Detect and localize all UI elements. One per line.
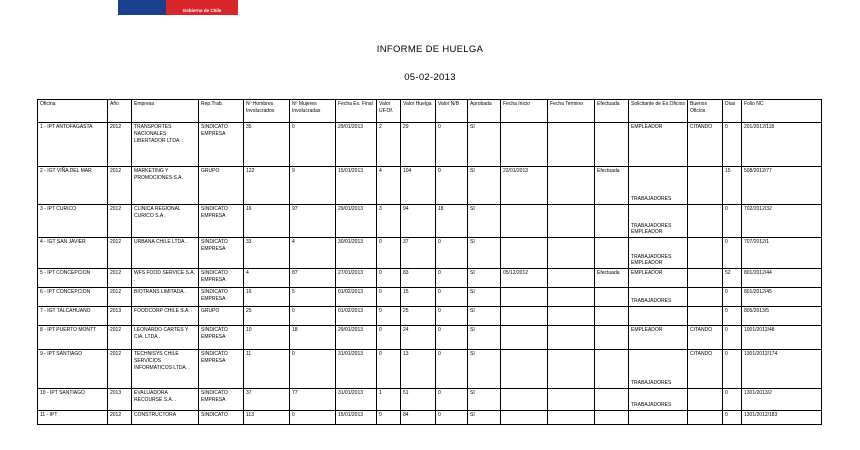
cell-aprobada: SI bbox=[468, 269, 501, 288]
cell-efectuada bbox=[595, 389, 629, 411]
cell-buenos-oficios bbox=[688, 307, 723, 326]
col-header: Valor UF.Of. bbox=[377, 100, 401, 123]
cell-valor-nb: 0 bbox=[436, 389, 468, 411]
cell-fecha-inicio: 22/01/2013 bbox=[501, 167, 548, 205]
cell-anio: 2013 bbox=[108, 389, 132, 411]
cell-valor-nb: 0 bbox=[436, 307, 468, 326]
cell-valor-nb: 0 bbox=[436, 269, 468, 288]
cell-solicitante: EMPLEADOR bbox=[629, 123, 688, 167]
cell-dias: 15 bbox=[723, 167, 742, 205]
cell-anio: 2012 bbox=[108, 269, 132, 288]
cell-fecha-inicio bbox=[501, 288, 548, 307]
cell-mujeres: 0 bbox=[290, 307, 336, 326]
cell-mujeres: 87 bbox=[290, 269, 336, 288]
cell-fecha-inicio bbox=[501, 389, 548, 411]
cell-folio: 1301/2013/2 bbox=[742, 389, 822, 411]
cell-empresa: MARKETING Y PROMOCIONES S.A. bbox=[132, 167, 199, 205]
cell-valor-huelga: 29 bbox=[401, 123, 436, 167]
cell-hombres: 16 bbox=[244, 205, 290, 238]
cell-anio: 2012 bbox=[108, 205, 132, 238]
col-header: Folio NC bbox=[742, 100, 822, 123]
gobierno-logo bbox=[118, 0, 238, 15]
cell-fecha-termino bbox=[548, 288, 595, 307]
cell-empresa: CLINICA REGIONAL CURICO S.A . bbox=[132, 205, 199, 238]
cell-valor-uf: 0 bbox=[377, 307, 401, 326]
cell-efectuada bbox=[595, 326, 629, 350]
logo-red-block bbox=[166, 0, 238, 15]
cell-mujeres: 4 bbox=[290, 238, 336, 269]
cell-valor-uf: 1 bbox=[377, 389, 401, 411]
cell-efectuada bbox=[595, 238, 629, 269]
cell-efectuada bbox=[595, 307, 629, 326]
cell-anio: 2012 bbox=[108, 123, 132, 167]
cell-folio: 805/2013/5 bbox=[742, 307, 822, 326]
cell-valor-uf: 0 bbox=[377, 269, 401, 288]
cell-fecha-final: 01/02/2013 bbox=[336, 288, 377, 307]
cell-solicitante: TRABAJADORES bbox=[629, 167, 688, 205]
cell-buenos-oficios bbox=[688, 288, 723, 307]
cell-efectuada bbox=[595, 205, 629, 238]
cell-valor-nb: 0 bbox=[436, 326, 468, 350]
cell-folio: 801/2012/45 bbox=[742, 288, 822, 307]
logo-blue-block bbox=[118, 0, 166, 15]
table-row bbox=[38, 238, 822, 269]
cell-rep-trab: GRUPO bbox=[199, 167, 244, 205]
cell-aprobada: SI bbox=[468, 326, 501, 350]
cell-anio: 2012 bbox=[108, 350, 132, 389]
cell-folio: 1001/2012/48 bbox=[742, 326, 822, 350]
cell-buenos-oficios: CITANDO bbox=[688, 123, 723, 167]
cell-buenos-oficios bbox=[688, 389, 723, 411]
col-header: Buenos Oficios bbox=[688, 100, 723, 123]
cell-oficina: 7 - IGT TALCAHUANO bbox=[38, 307, 108, 326]
cell-anio: 2012 bbox=[108, 288, 132, 307]
cell-empresa: URBANA CHILE LTDA. . bbox=[132, 238, 199, 269]
cell-hombres: 35 bbox=[244, 123, 290, 167]
cell-efectuada bbox=[595, 123, 629, 167]
cell-fecha-inicio bbox=[501, 238, 548, 269]
cell-buenos-oficios: CITANDO bbox=[688, 350, 723, 389]
cell-empresa: WFS FOOD SERVICE S.A. . bbox=[132, 269, 199, 288]
cell-hombres: 16 bbox=[244, 288, 290, 307]
cell-folio: 801/2012/44 bbox=[742, 269, 822, 288]
cell-valor-huelga: 24 bbox=[401, 326, 436, 350]
cell-fecha-inicio bbox=[501, 326, 548, 350]
table-row bbox=[38, 389, 822, 411]
cell-empresa: LEONARDO CARTES Y CIA. LTDA . bbox=[132, 326, 199, 350]
cell-fecha-inicio: 05/12/2012 bbox=[501, 269, 548, 288]
cell-solicitante bbox=[629, 307, 688, 326]
cell-valor-huelga: 15 bbox=[401, 288, 436, 307]
cell-valor-nb: 0 bbox=[436, 123, 468, 167]
cell-aprobada: SI bbox=[468, 238, 501, 269]
col-header: Nº Mujeres Involucradas bbox=[290, 100, 336, 123]
col-header: Nº Hombres Involucrados bbox=[244, 100, 290, 123]
col-header: Fecha Termino bbox=[548, 100, 595, 123]
cell-solicitante bbox=[629, 411, 688, 425]
cell-dias: 0 bbox=[723, 350, 742, 389]
cell-hombres: 37 bbox=[244, 389, 290, 411]
cell-valor-uf: 2 bbox=[377, 123, 401, 167]
cell-valor-uf: 0 bbox=[377, 411, 401, 425]
cell-valor-uf: 3 bbox=[377, 205, 401, 238]
cell-valor-nb: 0 bbox=[436, 238, 468, 269]
cell-valor-nb: 18 bbox=[436, 205, 468, 238]
cell-hombres: 11 bbox=[244, 350, 290, 389]
cell-oficina: 5 - IPT CONCEPCION bbox=[38, 269, 108, 288]
cell-oficina: 8 - IPT PUERTO MONTT bbox=[38, 326, 108, 350]
cell-aprobada: SI bbox=[468, 350, 501, 389]
cell-anio: 2012 bbox=[108, 411, 132, 425]
cell-empresa: TRANSPORTES NACIONALES LIBERTADOR LTDA. . bbox=[132, 123, 199, 167]
cell-oficina: 10 - IPT SANTIAGO bbox=[38, 389, 108, 411]
cell-hombres: 25 bbox=[244, 307, 290, 326]
table-header-row bbox=[38, 100, 822, 123]
cell-fecha-final: 15/01/2013 bbox=[336, 411, 377, 425]
cell-solicitante: EMPLEADOR bbox=[629, 269, 688, 288]
cell-efectuada bbox=[595, 350, 629, 389]
cell-valor-uf: 4 bbox=[377, 167, 401, 205]
table-body bbox=[38, 123, 822, 425]
cell-folio: 707/2012/1 bbox=[742, 238, 822, 269]
cell-rep-trab: SINDICATO EMPRESA bbox=[199, 389, 244, 411]
cell-fecha-inicio bbox=[501, 350, 548, 389]
cell-valor-nb: 0 bbox=[436, 288, 468, 307]
table-row bbox=[38, 288, 822, 307]
cell-valor-huelga: 104 bbox=[401, 167, 436, 205]
col-header: Empresa bbox=[132, 100, 199, 123]
cell-buenos-oficios bbox=[688, 205, 723, 238]
cell-solicitante: TRABAJADORES EMPLEADOR bbox=[629, 238, 688, 269]
col-header: Año bbox=[108, 100, 132, 123]
cell-aprobada: SI bbox=[468, 123, 501, 167]
table-row bbox=[38, 205, 822, 238]
cell-aprobada: SI bbox=[468, 288, 501, 307]
cell-rep-trab: SINDICATO EMPRESA bbox=[199, 123, 244, 167]
cell-fecha-termino bbox=[548, 167, 595, 205]
table-row bbox=[38, 350, 822, 389]
cell-oficina: 4 - IGT SAN JAVIER bbox=[38, 238, 108, 269]
cell-empresa: FOODCORP CHILE S.A. . bbox=[132, 307, 199, 326]
table-row bbox=[38, 167, 822, 205]
strike-report-table bbox=[37, 99, 822, 425]
cell-rep-trab: GRUPO bbox=[199, 307, 244, 326]
cell-fecha-termino bbox=[548, 411, 595, 425]
cell-valor-uf: 0 bbox=[377, 350, 401, 389]
cell-folio: 702/2012/32 bbox=[742, 205, 822, 238]
cell-mujeres: 9 bbox=[290, 167, 336, 205]
cell-fecha-termino bbox=[548, 123, 595, 167]
cell-valor-huelga: 13 bbox=[401, 350, 436, 389]
cell-dias: 0 bbox=[723, 288, 742, 307]
cell-folio: 201/2012/118 bbox=[742, 123, 822, 167]
col-header: Valor Huelga bbox=[401, 100, 436, 123]
cell-fecha-final: 27/01/2013 bbox=[336, 269, 377, 288]
cell-buenos-oficios bbox=[688, 238, 723, 269]
cell-fecha-inicio bbox=[501, 411, 548, 425]
cell-mujeres: 5 bbox=[290, 288, 336, 307]
col-header: Oficina bbox=[38, 100, 108, 123]
col-header: Rep.Trab. bbox=[199, 100, 244, 123]
cell-fecha-final: 29/01/2013 bbox=[336, 326, 377, 350]
cell-dias: 0 bbox=[723, 205, 742, 238]
table-row bbox=[38, 269, 822, 288]
col-header: Valor N/B bbox=[436, 100, 468, 123]
cell-buenos-oficios: CITANDO bbox=[688, 326, 723, 350]
cell-hombres: 10 bbox=[244, 326, 290, 350]
cell-buenos-oficios bbox=[688, 411, 723, 425]
cell-fecha-termino bbox=[548, 269, 595, 288]
cell-solicitante: TRABAJADORES bbox=[629, 288, 688, 307]
cell-hombres: 113 bbox=[244, 411, 290, 425]
cell-fecha-inicio bbox=[501, 205, 548, 238]
cell-empresa: EVALUADORA RECOURSE S.A. . bbox=[132, 389, 199, 411]
cell-valor-huelga: 51 bbox=[401, 389, 436, 411]
cell-oficina: 2 - IGT VIÑA DEL MAR bbox=[38, 167, 108, 205]
cell-fecha-inicio bbox=[501, 123, 548, 167]
cell-fecha-final: 29/01/2013 bbox=[336, 205, 377, 238]
cell-oficina: 3 - IPT CURICO bbox=[38, 205, 108, 238]
cell-empresa: CONSTRUCTORA bbox=[132, 411, 199, 425]
cell-oficina: 6 - IPT CONCEPCION bbox=[38, 288, 108, 307]
cell-fecha-termino bbox=[548, 205, 595, 238]
cell-rep-trab: SINDICATO EMPRESA bbox=[199, 238, 244, 269]
cell-rep-trab: SINDICATO EMPRESA bbox=[199, 326, 244, 350]
cell-fecha-termino bbox=[548, 307, 595, 326]
cell-oficina: 1 - IPT ANTOFAGASTA bbox=[38, 123, 108, 167]
col-header: Aprobada bbox=[468, 100, 501, 123]
col-header: Fecha Inicio bbox=[501, 100, 548, 123]
cell-efectuada bbox=[595, 411, 629, 425]
cell-valor-huelga: 25 bbox=[401, 307, 436, 326]
cell-mujeres: 77 bbox=[290, 389, 336, 411]
cell-solicitante: TRABAJADORES EMPLEADOR bbox=[629, 205, 688, 238]
cell-folio: 1301/2012/174 bbox=[742, 350, 822, 389]
cell-valor-nb: 0 bbox=[436, 411, 468, 425]
cell-dias: 0 bbox=[723, 389, 742, 411]
cell-dias: 0 bbox=[723, 238, 742, 269]
col-header: Efectuada bbox=[595, 100, 629, 123]
cell-aprobada: SI bbox=[468, 205, 501, 238]
cell-rep-trab: SINDICATO EMPRESA bbox=[199, 288, 244, 307]
cell-aprobada: SI bbox=[468, 389, 501, 411]
cell-rep-trab: SINDICATO EMPRESA bbox=[199, 269, 244, 288]
cell-buenos-oficios bbox=[688, 167, 723, 205]
cell-aprobada: SI bbox=[468, 411, 501, 425]
cell-buenos-oficios bbox=[688, 269, 723, 288]
cell-empresa: BIOTRANS LIMITADA . bbox=[132, 288, 199, 307]
cell-fecha-termino bbox=[548, 350, 595, 389]
cell-efectuada: Efectuada bbox=[595, 269, 629, 288]
cell-dias: 0 bbox=[723, 326, 742, 350]
cell-aprobada: SI bbox=[468, 167, 501, 205]
cell-anio: 2012 bbox=[108, 238, 132, 269]
cell-mujeres: 0 bbox=[290, 350, 336, 389]
cell-valor-huelga: 84 bbox=[401, 411, 436, 425]
cell-rep-trab: SINDICATO bbox=[199, 411, 244, 425]
report-date: 05-02-2013 bbox=[404, 72, 456, 83]
cell-anio: 2012 bbox=[108, 167, 132, 205]
cell-efectuada: Efectuada bbox=[595, 167, 629, 205]
cell-dias: 0 bbox=[723, 123, 742, 167]
cell-rep-trab: SINDICATO EMPRESA bbox=[199, 205, 244, 238]
cell-valor-nb: 0 bbox=[436, 350, 468, 389]
cell-valor-huelga: 94 bbox=[401, 205, 436, 238]
cell-fecha-inicio bbox=[501, 307, 548, 326]
cell-dias: 0 bbox=[723, 307, 742, 326]
col-header: Días bbox=[723, 100, 742, 123]
table-row bbox=[38, 123, 822, 167]
cell-valor-nb: 0 bbox=[436, 167, 468, 205]
report-title: INFORME DE HUELGA bbox=[376, 44, 484, 55]
cell-oficina: 11 - IPT bbox=[38, 411, 108, 425]
cell-folio: 508/2012/77 bbox=[742, 167, 822, 205]
cell-valor-uf: 0 bbox=[377, 326, 401, 350]
cell-anio: 2013 bbox=[108, 307, 132, 326]
cell-fecha-final: 30/01/2013 bbox=[336, 238, 377, 269]
cell-mujeres: 18 bbox=[290, 326, 336, 350]
cell-fecha-termino bbox=[548, 389, 595, 411]
cell-valor-huelga: 37 bbox=[401, 238, 436, 269]
cell-folio: 1301/2012/183 bbox=[742, 411, 822, 425]
cell-fecha-final: 29/01/2013 bbox=[336, 123, 377, 167]
cell-valor-uf: 0 bbox=[377, 238, 401, 269]
col-header: Solicitante de Ex.Oficios bbox=[629, 100, 688, 123]
cell-empresa: TECHNISYS CHILE SERVICIOS INFORMATICOS LTDA. . bbox=[132, 350, 199, 389]
cell-oficina: 9 - IPT SANTIAGO bbox=[38, 350, 108, 389]
cell-fecha-final: 31/01/2013 bbox=[336, 350, 377, 389]
col-header: Fecha Ex. Final bbox=[336, 100, 377, 123]
cell-fecha-final: 01/02/2013 bbox=[336, 307, 377, 326]
cell-solicitante: EMPLEADOR bbox=[629, 326, 688, 350]
logo-text: Gobierno de Chile bbox=[182, 8, 222, 13]
cell-mujeres: 0 bbox=[290, 123, 336, 167]
cell-hombres: 122 bbox=[244, 167, 290, 205]
table-row bbox=[38, 307, 822, 326]
cell-rep-trab: SINDICATO EMPRESA bbox=[199, 350, 244, 389]
cell-fecha-final: 31/01/2013 bbox=[336, 389, 377, 411]
cell-fecha-final: 15/01/2013 bbox=[336, 167, 377, 205]
cell-solicitante: TRABAJADORES bbox=[629, 350, 688, 389]
cell-hombres: 4 bbox=[244, 269, 290, 288]
cell-mujeres: 0 bbox=[290, 411, 336, 425]
cell-mujeres: 97 bbox=[290, 205, 336, 238]
cell-solicitante: TRABAJADORES bbox=[629, 389, 688, 411]
table-row bbox=[38, 411, 822, 425]
cell-fecha-termino bbox=[548, 238, 595, 269]
cell-valor-uf: 0 bbox=[377, 288, 401, 307]
cell-anio: 2012 bbox=[108, 326, 132, 350]
cell-valor-huelga: 83 bbox=[401, 269, 436, 288]
cell-dias: 52 bbox=[723, 269, 742, 288]
cell-dias: 0 bbox=[723, 411, 742, 425]
table-row bbox=[38, 326, 822, 350]
cell-hombres: 33 bbox=[244, 238, 290, 269]
cell-aprobada: SI bbox=[468, 307, 501, 326]
cell-efectuada bbox=[595, 288, 629, 307]
cell-fecha-termino bbox=[548, 326, 595, 350]
